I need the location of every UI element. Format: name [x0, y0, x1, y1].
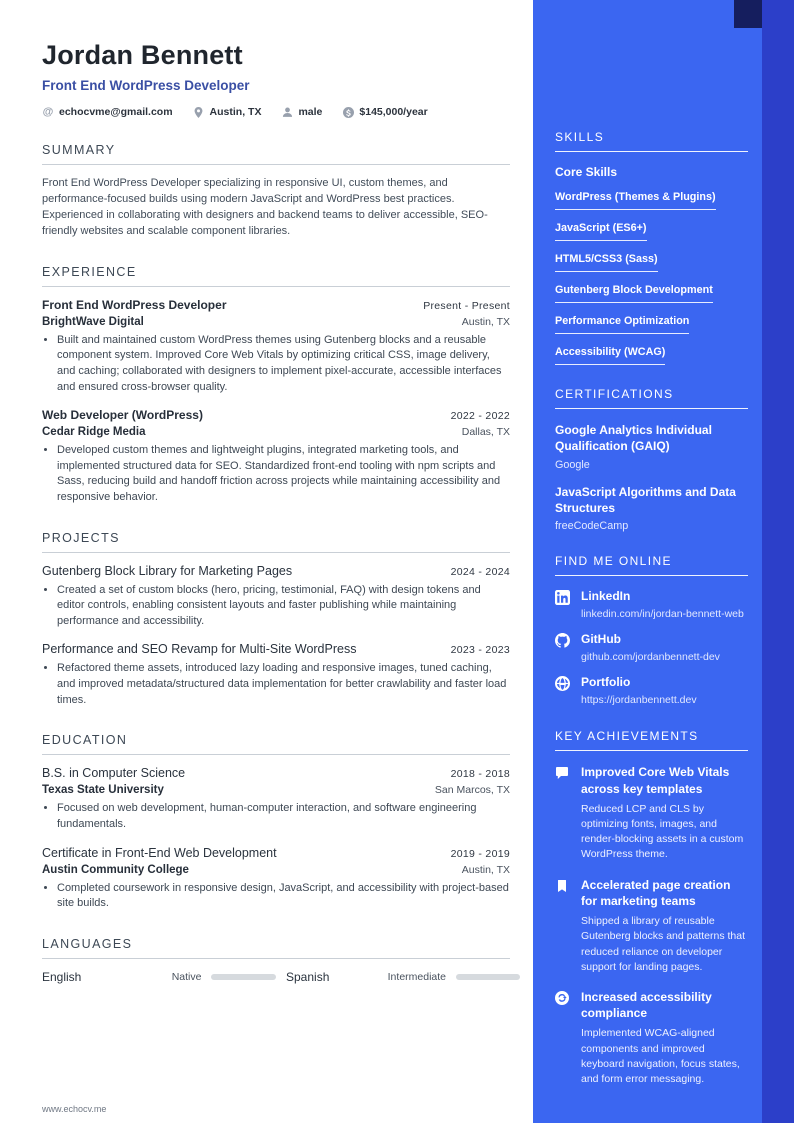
- key-achievements-section: [555, 729, 748, 1087]
- skill-item: JavaScript (ES6+): [555, 221, 647, 241]
- languages-section: [42, 937, 510, 984]
- online-url[interactable]: https://jordanbennett.dev: [581, 694, 697, 707]
- school-location: San Marcos, TX: [434, 784, 510, 797]
- skills-group-title: Core Skills: [555, 165, 618, 179]
- experience-header: EXPERIENCE: [42, 264, 137, 279]
- job-company: Cedar Ridge Media: [42, 426, 146, 439]
- project-bullets: [42, 583, 510, 630]
- education-bullets: [42, 801, 510, 832]
- project-title: Performance and SEO Revamp for Multi-Site WordPress: [42, 642, 357, 657]
- education-section: [42, 733, 510, 911]
- achievement-item: [555, 989, 748, 1087]
- projects-section: [42, 531, 510, 709]
- language-item: [286, 970, 520, 984]
- contact-salary-text: $145,000/year: [359, 106, 428, 118]
- achievement-desc: Shipped a library of reusable Gutenberg blocks and patterns that reduced reliance on developer support for landing pages.: [581, 915, 746, 973]
- language-proficiency-bar: [211, 974, 276, 980]
- achievement-title: Accelerated page creation for marketing teams: [581, 877, 731, 908]
- job-location: Austin, TX: [461, 315, 510, 328]
- job-bullet: • Built and maintained custom WordPress themes using Gutenberg blocks and a reusable component system. Improved Core Web Vitals by optimizing critical CSS, image delivery, and caching; collaborated with designers to implement pixel-accurate, accessible interfaces and ensured cross-browser quality.: [57, 333, 510, 395]
- skills-section: [555, 130, 748, 365]
- online-profile-portfolio[interactable]: [555, 675, 748, 707]
- education-dates: 2018 - 2018: [450, 768, 510, 781]
- summary-text: Front End WordPress Developer specializing in responsive UI, custom themes, and performance-focused builds using modern JavaScript and WordPress best practices. Experienced in collaborating with designers and backend teams to deliver accessible, SEO-friendly websites and scalable component libraries.: [42, 177, 488, 237]
- projects-header: PROJECTS: [42, 530, 120, 545]
- achievement-item: [555, 877, 748, 975]
- person-job-title: Front End WordPress Developer: [42, 78, 250, 93]
- certifications-header: CERTIFICATIONS: [555, 387, 674, 402]
- find-me-online-header: FIND ME ONLINE: [555, 553, 672, 568]
- resume-header: [42, 40, 510, 118]
- education-entry: [42, 766, 510, 832]
- education-header: EDUCATION: [42, 733, 128, 748]
- job-location: Dallas, TX: [461, 426, 510, 439]
- contact-location: [193, 106, 262, 118]
- online-profile-text: [581, 589, 744, 621]
- sidebar-divider: [555, 575, 748, 576]
- skill-item: HTML5/CSS3 (Sass): [555, 252, 658, 272]
- section-divider: [42, 552, 510, 553]
- job-bullets: [42, 443, 510, 505]
- skills-header: SKILLS: [555, 130, 605, 144]
- languages-header: LANGUAGES: [42, 936, 133, 951]
- sidebar: [533, 0, 794, 1123]
- contact-email-text: echocvme@gmail.com: [59, 106, 173, 118]
- experience-section: [42, 265, 510, 506]
- experience-entry: [42, 408, 510, 505]
- project-title: Gutenberg Block Library for Marketing Pages: [42, 563, 293, 578]
- achievement-text: [581, 989, 748, 1087]
- language-level: Intermediate: [387, 970, 447, 983]
- section-divider: [42, 164, 510, 165]
- contact-salary: [342, 106, 427, 118]
- skill-item: Gutenberg Block Development: [555, 283, 713, 303]
- contact-row: [42, 106, 510, 118]
- sync-circle-icon: [555, 989, 581, 1087]
- job-title: Front End WordPress Developer: [42, 297, 227, 312]
- online-label: GitHub: [581, 632, 621, 647]
- achievement-title: Improved Core Web Vitals across key templates: [581, 765, 730, 796]
- achievement-desc: Reduced LCP and CLS by optimizing fonts, images, and render-blocking assets in a custom WordPress theme.: [581, 802, 744, 861]
- school-name: Texas State University: [42, 784, 164, 797]
- find-me-online-section: [555, 554, 748, 708]
- certification-title: Google Analytics Individual Qualification (GAIQ): [555, 423, 712, 454]
- job-bullets: [42, 333, 510, 395]
- person-icon: [281, 106, 293, 118]
- achievement-text: [581, 764, 748, 862]
- job-company: BrightWave Digital: [42, 315, 144, 328]
- sidebar-divider: [555, 151, 748, 152]
- online-profile-text: [581, 675, 697, 707]
- project-entry: [42, 564, 510, 630]
- sidebar-divider: [555, 750, 748, 751]
- certification-issuer: freeCodeCamp: [555, 519, 629, 532]
- sidebar-divider: [555, 408, 748, 409]
- person-name: Jordan Bennett: [42, 40, 243, 70]
- contact-gender-text: male: [298, 106, 323, 118]
- skill-item: Performance Optimization: [555, 314, 689, 334]
- language-name: English: [42, 969, 82, 984]
- section-divider: [42, 286, 510, 287]
- section-divider: [42, 754, 510, 755]
- education-bullet: • Completed coursework in responsive design, JavaScript, and accessibility with project-based site builds.: [57, 881, 510, 912]
- online-profile-text: [581, 632, 720, 664]
- online-label: Portfolio: [581, 675, 631, 690]
- achievement-desc: Implemented WCAG-aligned components and improved keyboard navigation, focus states, and form error messaging.: [581, 1027, 740, 1085]
- project-entry: [42, 642, 510, 708]
- certification-item: [555, 422, 748, 470]
- job-title: Web Developer (WordPress): [42, 408, 203, 423]
- job-dates: 2022 - 2022: [450, 410, 510, 423]
- education-bullet: • Focused on web development, human-computer interaction, and software engineering fundamentals.: [57, 801, 510, 832]
- project-dates: 2024 - 2024: [450, 565, 510, 578]
- section-divider: [42, 958, 510, 959]
- skill-item: WordPress (Themes & Plugins): [555, 190, 716, 210]
- project-bullet: • Refactored theme assets, introduced lazy loading and responsive images, tuned caching, and improved metadata/structured data implementation for better crawlability and faster load times.: [57, 661, 510, 708]
- achievement-title: Increased accessibility compliance: [581, 989, 712, 1021]
- degree-title: B.S. in Computer Science: [42, 766, 186, 781]
- speech-bubble-icon: [555, 764, 581, 862]
- decorative-edge-strip: [762, 0, 794, 1123]
- globe-icon: [555, 675, 581, 707]
- summary-header: SUMMARY: [42, 143, 116, 157]
- education-dates: 2019 - 2019: [450, 847, 510, 860]
- location-pin-icon: [193, 106, 205, 118]
- language-name: Spanish: [286, 969, 330, 984]
- contact-email[interactable]: [42, 106, 173, 118]
- contact-gender: [281, 106, 322, 118]
- decorative-corner-square: [734, 0, 762, 28]
- footer-site-url: www.echocv.me: [42, 1104, 107, 1114]
- github-icon: [555, 632, 581, 664]
- online-profile-linkedin[interactable]: [555, 589, 748, 621]
- key-achievements-header: KEY ACHIEVEMENTS: [555, 729, 699, 744]
- school-location: Austin, TX: [461, 863, 510, 876]
- languages-row: [42, 970, 510, 984]
- school-name: Austin Community College: [42, 863, 189, 876]
- certification-item: [555, 484, 748, 532]
- project-dates: 2023 - 2023: [450, 644, 510, 657]
- certifications-section: [555, 387, 748, 532]
- bookmark-icon: [555, 877, 581, 975]
- summary-section: [42, 143, 510, 240]
- online-url[interactable]: linkedin.com/in/jordan-bennett-web: [581, 607, 744, 620]
- email-icon: @: [42, 106, 54, 118]
- education-entry: [42, 846, 510, 912]
- project-bullets: [42, 661, 510, 708]
- project-bullet: • Created a set of custom blocks (hero, pricing, testimonial, FAQ) with design tokens and editor controls, enabling consistent layouts and faster publishing while maintaining performance and accessibility.: [57, 583, 510, 630]
- skill-item: Accessibility (WCAG): [555, 345, 665, 365]
- language-item: [42, 970, 276, 984]
- online-profile-github[interactable]: [555, 632, 748, 664]
- job-dates: Present - Present: [423, 299, 510, 312]
- online-label: LinkedIn: [581, 588, 631, 603]
- linkedin-icon: [555, 589, 581, 621]
- salary-dollar-icon: [342, 106, 354, 118]
- certification-title: JavaScript Algorithms and Data Structures: [555, 484, 736, 515]
- degree-title: Certificate in Front-End Web Development: [42, 845, 277, 860]
- experience-entry: [42, 298, 510, 395]
- achievement-item: [555, 764, 748, 862]
- language-level: Native: [171, 970, 202, 983]
- job-bullet: • Developed custom themes and lightweight plugins, integrated marketing tools, and implemented structured data for SEO. Standardized front-end tooling with npm scripts and Sass, reducing build and handoff friction across projects while maintaining accessibility and responsive behavior.: [57, 443, 510, 505]
- contact-location-text: Austin, TX: [209, 106, 262, 118]
- language-proficiency-bar: [456, 974, 520, 980]
- achievement-text: [581, 877, 748, 975]
- certification-issuer: Google: [555, 458, 590, 471]
- education-bullets: [42, 881, 510, 912]
- online-url[interactable]: github.com/jordanbennett-dev: [581, 651, 720, 664]
